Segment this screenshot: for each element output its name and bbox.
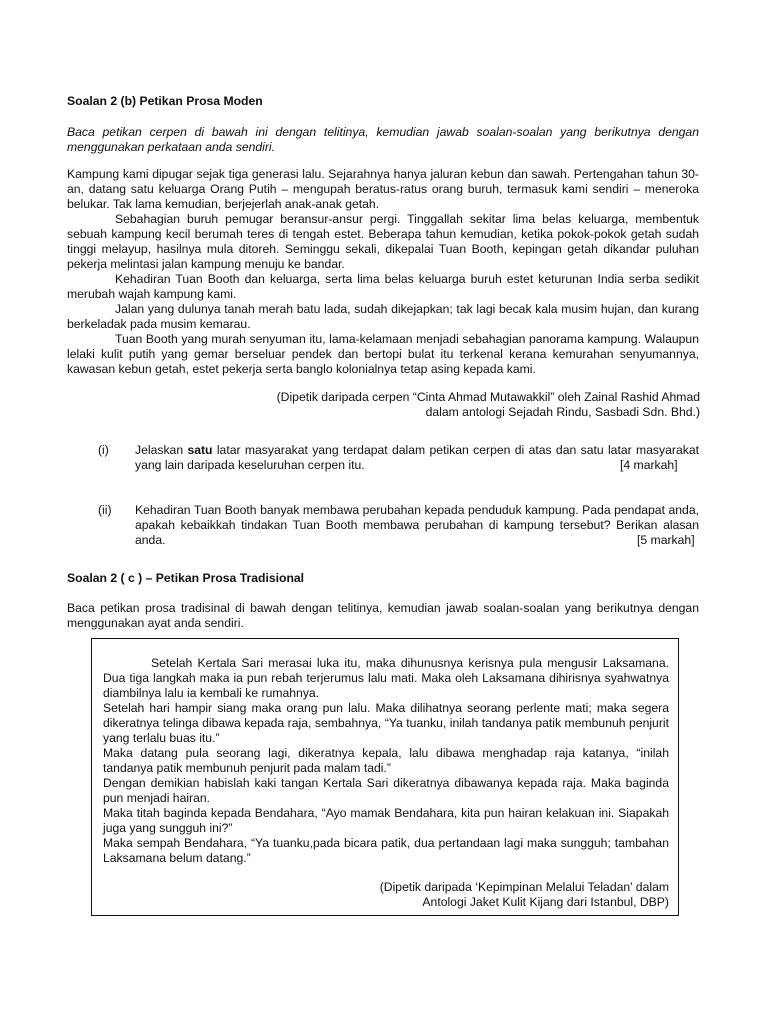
question-2-text: Kehadiran Tuan Booth banyak membawa perubahan kepada penduduk kampung. Pada pendapat anda, apakah kebaikkah tindakan Tuan Booth membawa perubahan di kampung tersebut? Berikan alasan anda. xyxy=(135,503,699,547)
passage-paragraph: Dengan demikian habislah kaki tangan Kertala Sari dikeratnya dibawanya kepada raja. Maka baginda pun menjadi hairan. xyxy=(103,776,669,805)
passage-paragraph: Maka sempah Bendahara, “Ya tuanku,pada bicara patik, dua pertandaan lagi maka sungguh; tambahan Laksamana belum datang.” xyxy=(103,836,669,865)
passage-paragraph: Tuan Booth yang murah senyuman itu, lama-kelamaan menjadi sebahagian panorama kampung. Walaupun lelaki kulit putih yang gemar berseluar pendek dan bertopi bulat itu terkenal kerana kemurahan senyumannya, kawasan kebun getah, estet pekerja serta banglo kolonialnya tetap asing kepada kami. xyxy=(67,332,699,376)
question-emphasis: satu xyxy=(187,443,213,457)
passage-paragraph: Maka titah baginda kepada Bendahara, “Ayo mamak Bendahara, kita pun hairan kelakuan ini. Siapakah juga yang sungguh ini?” xyxy=(103,806,669,835)
passage-paragraph: Sebahagian buruh pemugar beransur-ansur pergi. Tinggallah sekitar lima belas keluarga, membentuk sebuah kampung kecil berumah teres di tengah estet. Beberapa tahun kemudian, ketika pokok-pokok getah sudah tinggi melayup, hasilnya mula ditoreh. Seminggu sekali, dikepalai Tuan Booth, kepingan getah dikandar puluhan pekerja melintasi jalan kampung menuju ke bandar. xyxy=(67,212,699,271)
section-b-source xyxy=(67,390,700,420)
section-c-title: Soalan 2 ( c ) – Petikan Prosa Tradisional xyxy=(67,571,305,585)
section-b-instruction: Baca petikan cerpen di bawah ini dengan telitinya, kemudian jawab soalan-soalan yang berikutnya dengan menggunakan perkataan anda sendiri. xyxy=(67,125,699,154)
passage-paragraph: Maka datang pula seorang lagi, dikeratnya kepala, lalu dibawa menghadap raja katanya, “inilah tandanya patik membunuh penjurit pada malam tadi.” xyxy=(103,746,669,775)
section-c-passage xyxy=(103,656,669,866)
source-line: Antologi Jaket Kulit Kijang dari Istanbul, DBP) xyxy=(422,895,669,909)
question-2-marks: [5 markah] xyxy=(637,533,695,547)
section-b-title: Soalan 2 (b) Petikan Prosa Moden xyxy=(67,94,263,108)
passage-paragraph: Setelah hari hampir siang maka orang pun lalu. Maka dilihatnya seorang perlente mati; maka segera dikeratnya telinga dibawa kepada raja, sembahnya, “Ya tuanku, inilah tandanya patik membunuh penjurit yang terlalu buas itu.” xyxy=(103,701,669,745)
source-line: (Dipetik daripada ‘Kepimpinan Melalui Teladan’ dalam xyxy=(379,880,669,894)
passage-paragraph: Setelah Kertala Sari merasai luka itu, maka dihunusnya kerisnya pula mengusir Laksamana. Dua tiga langkah maka ia pun rebah terjerumus lalu mati. Maka oleh Laksamana dihirisnya syahwatnya diambilnya lalu ia kembali ke rumahnya. xyxy=(103,656,669,700)
source-line: dalam antologi Sejadah Rindu, Sasbadi Sdn. Bhd.) xyxy=(425,405,700,419)
passage-paragraph: Kehadiran Tuan Booth dan keluarga, serta lima belas keluarga buruh estet keturunan India serba sedikit merubah wajah kampung kami. xyxy=(67,272,699,301)
question-1-text xyxy=(135,443,699,473)
source-line: (Dipetik daripada cerpen “Cinta Ahmad Mutawakkil” oleh Zainal Rashid Ahmad xyxy=(276,390,700,404)
section-b-passage xyxy=(67,167,699,377)
section-c-instruction: Baca petikan prosa tradisinal di bawah dengan telitinya, kemudian jawab soalan-soalan yang berikutnya dengan menggunakan ayat anda sendiri. xyxy=(67,601,699,630)
passage-paragraph: Kampung kami dipugar sejak tiga generasi lalu. Sejarahnya hanya jaluran kebun dan sawah. Pertengahan tahun 30-an, datang satu keluarga Orang Putih – mengupah beratus-ratus orang buruh, termasuk kami sendiri – meneroka belukar. Tak lama kemudian, berjejerlah anak-anak getah. xyxy=(67,167,699,211)
question-text: Jelaskan xyxy=(135,443,188,457)
question-text: latar masyarakat yang terdapat dalam petikan cerpen di atas dan satu latar masyarakat yang lain daripada keseluruhan cerpen itu. xyxy=(135,443,699,472)
question-number: (i) xyxy=(98,443,109,457)
section-c-source xyxy=(103,880,669,910)
question-number: (ii) xyxy=(98,503,112,517)
question-1-marks: [4 markah] xyxy=(620,458,678,472)
passage-paragraph: Jalan yang dulunya tanah merah batu lada, sudah dikejapkan; tak lagi becak kala musim hujan, dan kurang berkeladak pada musim kemarau. xyxy=(67,302,699,331)
